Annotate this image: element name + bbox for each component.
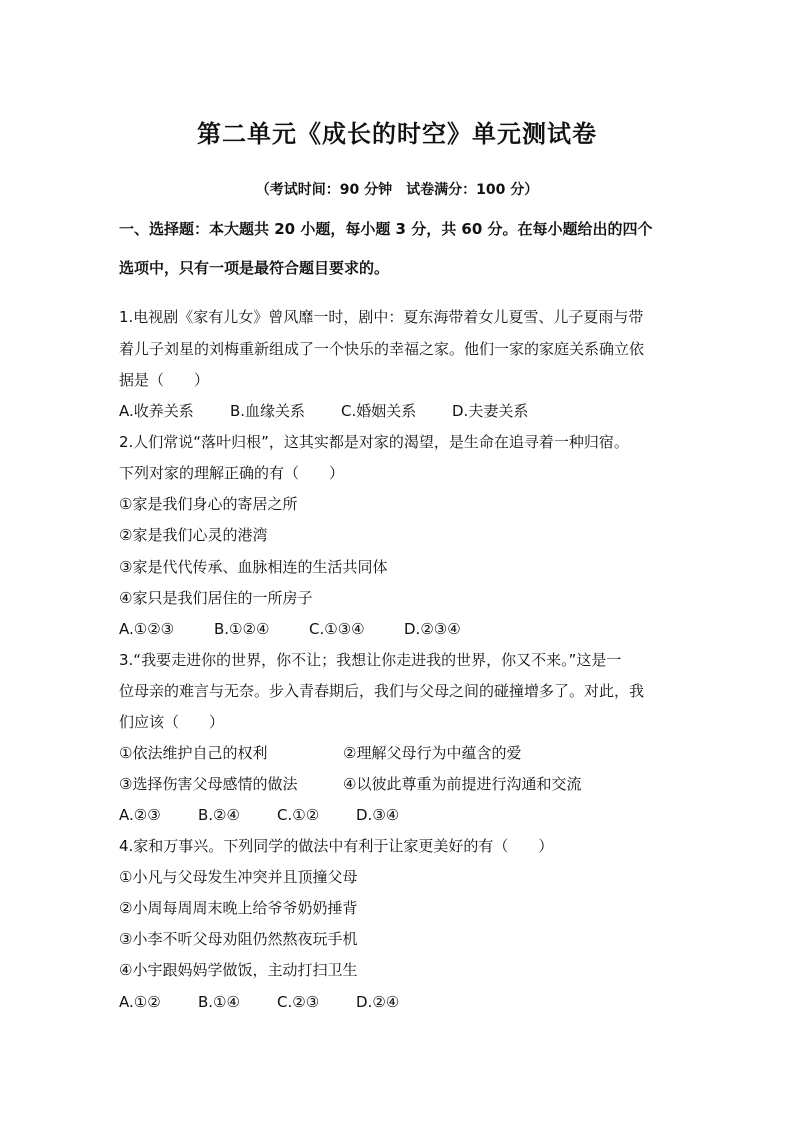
- section-heading-line-2: 选项中，只有一项是最符合题目要求的。: [119, 259, 390, 277]
- q3-items-row-1: [119, 743, 689, 763]
- q3-item-1: ①依法维护自己的权利: [119, 744, 268, 762]
- q1-options: [119, 401, 689, 421]
- q2-option-b: B.①②④: [214, 620, 270, 638]
- q4-item-1: ①小凡与父母发生冲突并且顶撞父母: [119, 868, 358, 886]
- exam-info: （考试时间：90 分钟 试卷满分：100 分）: [255, 182, 539, 198]
- q3-items-row-2: [119, 774, 689, 794]
- q3-stem-line-3: 们应该（ ）: [119, 713, 225, 731]
- q2-options: [119, 619, 689, 639]
- q3-options: [119, 805, 689, 825]
- q3-option-c: C.①②: [277, 806, 320, 824]
- q1-stem-line-1: 1.电视剧《家有儿女》曾风靡一时，剧中：夏东海带着女儿夏雪、儿子夏雨与带: [119, 308, 644, 326]
- q2-item-1: ①家是我们身心的寄居之所: [119, 495, 298, 513]
- q3-option-a: A.②③: [119, 806, 161, 824]
- q4-option-c: C.②③: [277, 993, 320, 1011]
- q4-option-b: B.①④: [198, 993, 240, 1011]
- q4-stem-line-1: 4.家和万事兴。下列同学的做法中有利于让家更美好的有（ ）: [119, 837, 554, 855]
- q2-item-3: ③家是代代传承、血脉相连的生活共同体: [119, 558, 388, 576]
- q3-item-4: ④以彼此尊重为前提进行沟通和交流: [343, 775, 582, 793]
- q2-stem-line-1: 2.人们常说“落叶归根”，这其实都是对家的渴望，是生命在追寻着一种归宿。: [119, 433, 629, 451]
- q1-option-d: D.夫妻关系: [452, 402, 529, 420]
- q4-item-3: ③小李不听父母劝阻仍然熬夜玩手机: [119, 930, 358, 948]
- page-title: 第二单元《成长的时空》单元测试卷: [197, 120, 597, 148]
- q4-option-d: D.②④: [356, 993, 400, 1011]
- q1-option-c: C.婚姻关系: [341, 402, 417, 420]
- q2-item-4: ④家只是我们居住的一所房子: [119, 589, 313, 607]
- q4-item-4: ④小宇跟妈妈学做饭，主动打扫卫生: [119, 961, 358, 979]
- q2-option-d: D.②③④: [404, 620, 461, 638]
- q1-stem-line-3: 据是（ ）: [119, 371, 210, 389]
- q3-stem-line-1: 3.“我要走进你的世界，你不让；我想让你走进我的世界，你又不来。”这是一: [119, 651, 622, 669]
- q1-stem-line-2: 着儿子刘星的刘梅重新组成了一个快乐的幸福之家。他们一家的家庭关系确立依: [119, 340, 645, 358]
- q4-item-2: ②小周每周周末晚上给爷爷奶奶捶背: [119, 899, 358, 917]
- q4-option-a: A.①②: [119, 993, 161, 1011]
- q3-item-2: ②理解父母行为中蕴含的爱: [343, 744, 522, 762]
- q4-options: [119, 992, 689, 1012]
- q1-option-a: A.收养关系: [119, 402, 194, 420]
- q3-option-d: D.③④: [356, 806, 400, 824]
- q3-option-b: B.②④: [198, 806, 240, 824]
- q2-option-c: C.①③④: [309, 620, 365, 638]
- q3-stem-line-2: 位母亲的难言与无奈。步入青春期后，我们与父母之间的碰撞增多了。对此，我: [119, 682, 645, 700]
- q3-item-3: ③选择伤害父母感情的做法: [119, 775, 298, 793]
- q1-option-b: B.血缘关系: [230, 402, 306, 420]
- q2-item-2: ②家是我们心灵的港湾: [119, 526, 268, 544]
- q2-option-a: A.①②③: [119, 620, 175, 638]
- section-heading-line-1: 一、选择题：本大题共 20 小题，每小题 3 分，共 60 分。在每小题给出的四个: [119, 220, 653, 238]
- q2-stem-line-2: 下列对家的理解正确的有（ ）: [119, 464, 345, 482]
